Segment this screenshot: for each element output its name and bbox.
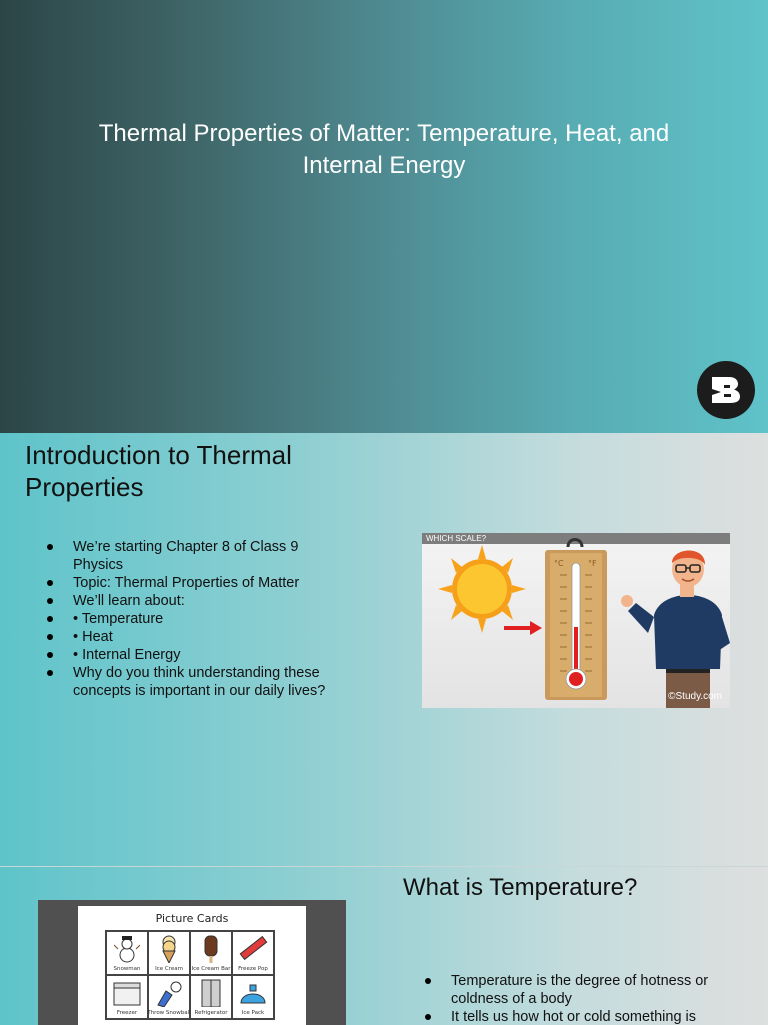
ice-cream-bar-icon bbox=[203, 935, 219, 963]
snowman-icon bbox=[114, 935, 140, 963]
ice-cream-icon bbox=[159, 935, 179, 963]
card-caption: Throw Snowball bbox=[147, 1010, 191, 1016]
refrigerator-icon bbox=[200, 979, 222, 1007]
card-caption: Ice Cream Bar bbox=[191, 966, 231, 972]
thermometer-icon bbox=[545, 540, 607, 701]
list-item: • Internal Energy bbox=[47, 646, 337, 664]
picture-cards-sheet bbox=[78, 906, 306, 1025]
freezer-icon bbox=[112, 979, 142, 1007]
ice-pack-icon bbox=[238, 979, 268, 1007]
slide-heading: What is Temperature? bbox=[403, 874, 638, 901]
image-banner: WHICH SCALE? bbox=[422, 533, 730, 544]
list-item: Temperature is the degree of hotness or coldness of a body bbox=[425, 972, 725, 1008]
fahrenheit-label: °F bbox=[588, 559, 597, 568]
app-logo-icon[interactable] bbox=[697, 361, 755, 419]
presentation-title: Thermal Properties of Matter: Temperature, Heat, and Internal Energy bbox=[98, 120, 670, 179]
card-caption: Ice Pack bbox=[241, 1010, 265, 1016]
list-item: • Temperature bbox=[47, 610, 337, 628]
thermometer-illustration bbox=[422, 533, 730, 708]
slide-heading: Introduction to Thermal Properties bbox=[25, 440, 292, 502]
bullet-list bbox=[47, 538, 337, 700]
thermometer-scene-icon bbox=[422, 533, 730, 708]
picture-card bbox=[148, 931, 190, 975]
snowball-icon bbox=[154, 979, 184, 1007]
list-item: It tells us how hot or cold something is bbox=[425, 1008, 725, 1025]
list-item: We’re starting Chapter 8 of Class 9 Physics bbox=[47, 538, 337, 574]
list-item: We’ll learn about: bbox=[47, 592, 337, 610]
picture-cards-title: Picture Cards bbox=[155, 912, 229, 925]
freeze-pop-icon bbox=[238, 935, 268, 963]
card-caption: Freezer bbox=[116, 1010, 138, 1016]
list-item: Topic: Thermal Properties of Matter bbox=[47, 574, 337, 592]
card-caption: Freeze Pop bbox=[238, 966, 268, 972]
image-watermark: ©Study.com bbox=[668, 691, 722, 702]
picture-card bbox=[190, 975, 232, 1019]
picture-card bbox=[106, 975, 148, 1019]
card-caption: Ice Cream bbox=[155, 966, 183, 972]
title-slide bbox=[0, 0, 768, 433]
temperature-slide bbox=[0, 866, 768, 1025]
picture-card bbox=[106, 931, 148, 975]
picture-card bbox=[190, 931, 232, 975]
list-item: Why do you think understanding these concepts is important in our daily lives? bbox=[47, 664, 337, 700]
list-item: • Heat bbox=[47, 628, 337, 646]
arrow-icon bbox=[504, 621, 542, 635]
picture-card bbox=[232, 975, 274, 1019]
picture-card bbox=[148, 975, 190, 1019]
sun-icon bbox=[438, 545, 526, 633]
bullet-list bbox=[425, 972, 725, 1025]
intro-slide bbox=[0, 433, 768, 866]
celsius-label: °C bbox=[554, 559, 564, 568]
picture-card bbox=[232, 931, 274, 975]
teacher-icon bbox=[621, 551, 730, 709]
card-caption: Refrigerator bbox=[194, 1010, 228, 1016]
card-caption: Snowman bbox=[113, 966, 141, 972]
picture-cards-image bbox=[38, 900, 346, 1025]
b-logo-icon bbox=[709, 375, 743, 405]
picture-cards-grid bbox=[105, 930, 275, 1020]
